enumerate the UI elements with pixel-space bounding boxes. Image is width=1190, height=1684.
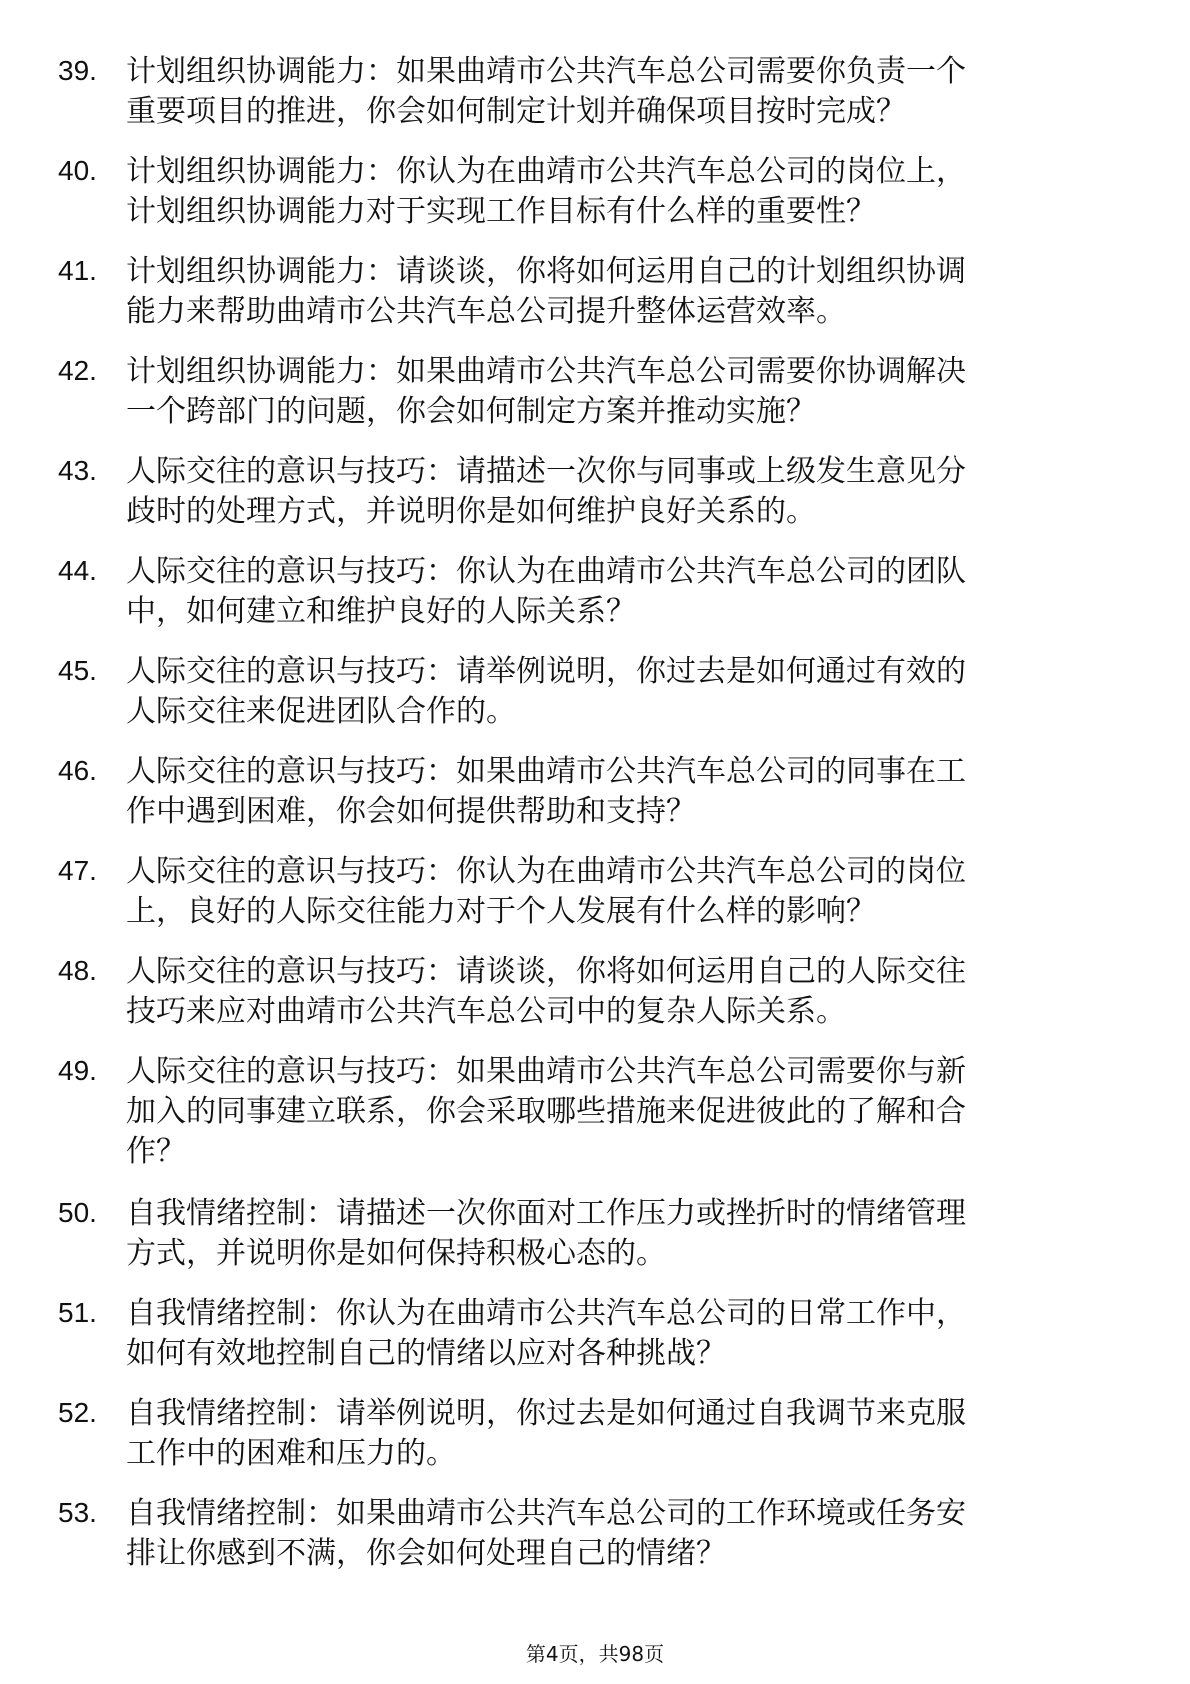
question-text bbox=[126, 1294, 1138, 1374]
question-number: 45. bbox=[58, 655, 97, 686]
question-number: 48. bbox=[58, 955, 97, 986]
question-text bbox=[126, 952, 1138, 1032]
question-number: 41. bbox=[58, 255, 97, 286]
question-line: 人际交往来促进团队合作的。 bbox=[126, 694, 516, 729]
question-item bbox=[58, 952, 1138, 1032]
question-number: 40. bbox=[58, 155, 97, 186]
question-text bbox=[126, 1494, 1138, 1574]
question-line: 自我情绪控制：请描述一次你面对工作压力或挫折时的情绪管理 bbox=[126, 1196, 966, 1231]
question-text bbox=[126, 52, 1138, 132]
question-text bbox=[126, 752, 1138, 832]
question-number: 53. bbox=[58, 1497, 97, 1528]
question-text bbox=[126, 1052, 1138, 1172]
question-line: 重要项目的推进，你会如何制定计划并确保项目按时完成？ bbox=[126, 94, 906, 129]
question-text bbox=[126, 1394, 1138, 1474]
question-line: 一个跨部门的问题，你会如何制定方案并推动实施？ bbox=[126, 394, 816, 429]
question-line: 作？ bbox=[126, 1134, 186, 1169]
question-number: 42. bbox=[58, 355, 97, 386]
question-line: 人际交往的意识与技巧：如果曲靖市公共汽车总公司的同事在工 bbox=[126, 754, 966, 789]
question-item bbox=[58, 452, 1138, 532]
question-line: 人际交往的意识与技巧：请描述一次你与同事或上级发生意见分 bbox=[126, 454, 966, 489]
question-line: 如何有效地控制自己的情绪以应对各种挑战？ bbox=[126, 1336, 726, 1371]
question-number: 51. bbox=[58, 1297, 97, 1328]
question-item bbox=[58, 752, 1138, 832]
question-line: 计划组织协调能力：如果曲靖市公共汽车总公司需要你负责一个 bbox=[126, 54, 966, 89]
question-line: 人际交往的意识与技巧：请举例说明，你过去是如何通过有效的 bbox=[126, 654, 966, 689]
question-line: 工作中的困难和压力的。 bbox=[126, 1436, 456, 1471]
question-item bbox=[58, 1494, 1138, 1574]
question-line: 自我情绪控制：如果曲靖市公共汽车总公司的工作环境或任务安 bbox=[126, 1496, 966, 1531]
question-line: 加入的同事建立联系，你会采取哪些措施来促进彼此的了解和合 bbox=[126, 1094, 966, 1129]
page-footer: 第4页，共98页 bbox=[525, 1642, 665, 1666]
question-text bbox=[126, 252, 1138, 332]
question-line: 人际交往的意识与技巧：如果曲靖市公共汽车总公司需要你与新 bbox=[126, 1054, 966, 1089]
question-line: 作中遇到困难，你会如何提供帮助和支持？ bbox=[126, 794, 696, 829]
question-line: 能力来帮助曲靖市公共汽车总公司提升整体运营效率。 bbox=[126, 294, 846, 329]
question-item bbox=[58, 52, 1138, 132]
question-item bbox=[58, 152, 1138, 232]
question-item bbox=[58, 852, 1138, 932]
question-line: 歧时的处理方式，并说明你是如何维护良好关系的。 bbox=[126, 494, 816, 529]
question-line: 自我情绪控制：你认为在曲靖市公共汽车总公司的日常工作中， bbox=[126, 1296, 966, 1331]
question-text bbox=[126, 852, 1138, 932]
question-text bbox=[126, 352, 1138, 432]
question-number: 52. bbox=[58, 1397, 97, 1428]
question-item bbox=[58, 552, 1138, 632]
question-line: 计划组织协调能力：请谈谈，你将如何运用自己的计划组织协调 bbox=[126, 254, 966, 289]
question-line: 计划组织协调能力：你认为在曲靖市公共汽车总公司的岗位上， bbox=[126, 154, 966, 189]
question-item bbox=[58, 1052, 1138, 1172]
question-line: 计划组织协调能力对于实现工作目标有什么样的重要性？ bbox=[126, 194, 876, 229]
question-line: 上，良好的人际交往能力对于个人发展有什么样的影响？ bbox=[126, 894, 876, 929]
question-line: 人际交往的意识与技巧：你认为在曲靖市公共汽车总公司的岗位 bbox=[126, 854, 966, 889]
question-line: 方式，并说明你是如何保持积极心态的。 bbox=[126, 1236, 666, 1271]
question-line: 排让你感到不满，你会如何处理自己的情绪？ bbox=[126, 1536, 726, 1571]
question-item bbox=[58, 352, 1138, 432]
question-item bbox=[58, 1394, 1138, 1474]
question-text bbox=[126, 452, 1138, 532]
question-number: 44. bbox=[58, 555, 97, 586]
question-number: 43. bbox=[58, 455, 97, 486]
question-item bbox=[58, 252, 1138, 332]
question-text bbox=[126, 652, 1138, 732]
question-text bbox=[126, 552, 1138, 632]
question-list bbox=[58, 52, 1138, 1594]
question-item bbox=[58, 1294, 1138, 1374]
question-line: 计划组织协调能力：如果曲靖市公共汽车总公司需要你协调解决 bbox=[126, 354, 966, 389]
question-line: 中，如何建立和维护良好的人际关系？ bbox=[126, 594, 636, 629]
question-line: 人际交往的意识与技巧：请谈谈，你将如何运用自己的人际交往 bbox=[126, 954, 966, 989]
question-line: 人际交往的意识与技巧：你认为在曲靖市公共汽车总公司的团队 bbox=[126, 554, 966, 589]
question-text bbox=[126, 1194, 1138, 1274]
question-number: 39. bbox=[58, 55, 97, 86]
question-number: 50. bbox=[58, 1197, 97, 1228]
question-line: 自我情绪控制：请举例说明，你过去是如何通过自我调节来克服 bbox=[126, 1396, 966, 1431]
question-line: 技巧来应对曲靖市公共汽车总公司中的复杂人际关系。 bbox=[126, 994, 846, 1029]
question-item bbox=[58, 1194, 1138, 1274]
question-text bbox=[126, 152, 1138, 232]
question-number: 49. bbox=[58, 1055, 97, 1086]
question-number: 47. bbox=[58, 855, 97, 886]
question-number: 46. bbox=[58, 755, 97, 786]
question-item bbox=[58, 652, 1138, 732]
